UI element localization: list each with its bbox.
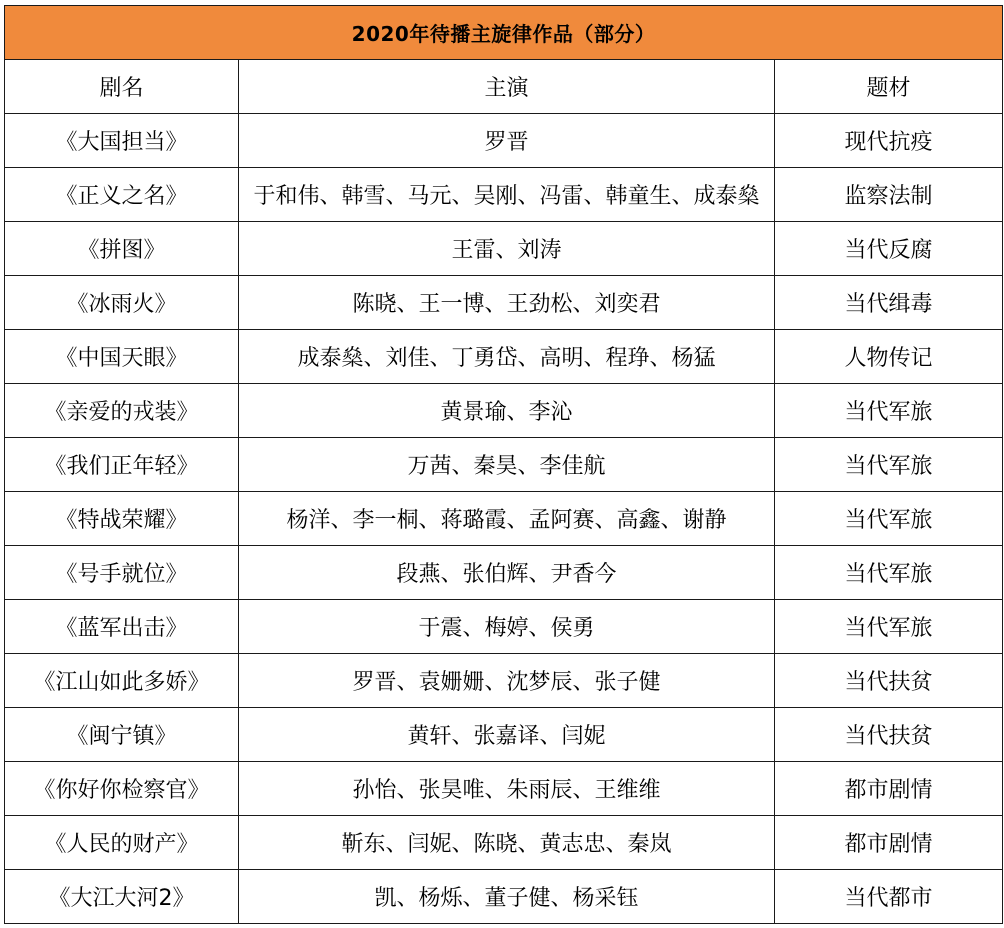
cell-genre[interactable]: 都市剧情 xyxy=(775,816,1003,870)
table-row xyxy=(5,384,1003,438)
table-row xyxy=(5,654,1003,708)
header-row xyxy=(5,60,1003,114)
cell-genre[interactable]: 当代扶贫 xyxy=(775,708,1003,762)
cell-cast[interactable] xyxy=(239,762,775,816)
cell-drama-name[interactable]: 《闽宁镇》 xyxy=(5,708,239,762)
table-title[interactable]: 2020年待播主旋律作品（部分） xyxy=(5,6,1003,60)
drama-table xyxy=(4,5,1003,924)
table-row xyxy=(5,600,1003,654)
cell-cast[interactable] xyxy=(239,600,775,654)
cell-drama-name[interactable]: 《江山如此多娇》 xyxy=(5,654,239,708)
cell-genre[interactable]: 人物传记 xyxy=(775,330,1003,384)
table-row xyxy=(5,438,1003,492)
cell-cast[interactable] xyxy=(239,654,775,708)
title-row xyxy=(5,6,1003,60)
cell-drama-name[interactable]: 《正义之名》 xyxy=(5,168,239,222)
table-row xyxy=(5,708,1003,762)
cell-cast[interactable] xyxy=(239,492,775,546)
cast-text: 孙怡、张昊唯、朱雨辰、王维维 xyxy=(352,778,661,803)
cast-text: 靳东、闫妮、陈晓、黄志忠、秦岚 xyxy=(341,832,672,857)
cell-cast[interactable] xyxy=(239,870,775,924)
cell-drama-name[interactable]: 《拼图》 xyxy=(5,222,239,276)
header-cell-genre[interactable]: 题材 xyxy=(775,60,1003,114)
cell-drama-name[interactable]: 《人民的财产》 xyxy=(5,816,239,870)
table-row xyxy=(5,762,1003,816)
cast-text: 万茜、秦昊、李佳航 xyxy=(407,454,606,479)
header-cell-name[interactable]: 剧名 xyxy=(5,60,239,114)
cast-text: 杨洋、李一桐、蒋璐霞、孟阿赛、高鑫、谢静 xyxy=(286,508,727,533)
cell-cast[interactable] xyxy=(239,276,775,330)
cell-cast[interactable] xyxy=(239,438,775,492)
cell-cast[interactable] xyxy=(239,114,775,168)
cell-drama-name[interactable]: 《你好你检察官》 xyxy=(5,762,239,816)
cell-cast[interactable] xyxy=(239,168,775,222)
cast-text: 罗晋 xyxy=(484,130,529,155)
cell-genre[interactable]: 当代军旅 xyxy=(775,438,1003,492)
cell-cast[interactable] xyxy=(239,546,775,600)
cell-genre[interactable]: 当代军旅 xyxy=(775,600,1003,654)
table-row xyxy=(5,276,1003,330)
cell-cast[interactable] xyxy=(239,708,775,762)
cell-cast[interactable] xyxy=(239,384,775,438)
table-row xyxy=(5,168,1003,222)
cast-text: 罗晋、袁姗姗、沈梦辰、张子健 xyxy=(352,670,661,695)
cell-drama-name[interactable]: 《中国天眼》 xyxy=(5,330,239,384)
cell-drama-name[interactable]: 《特战荣耀》 xyxy=(5,492,239,546)
table-row xyxy=(5,870,1003,924)
cell-drama-name[interactable]: 《我们正年轻》 xyxy=(5,438,239,492)
cell-genre[interactable]: 当代反腐 xyxy=(775,222,1003,276)
cell-drama-name[interactable]: 《大国担当》 xyxy=(5,114,239,168)
cell-genre[interactable]: 监察法制 xyxy=(775,168,1003,222)
cell-genre[interactable]: 现代抗疫 xyxy=(775,114,1003,168)
cell-drama-name[interactable]: 《冰雨火》 xyxy=(5,276,239,330)
table-row xyxy=(5,492,1003,546)
table-row xyxy=(5,546,1003,600)
cell-cast[interactable] xyxy=(239,222,775,276)
cell-genre[interactable]: 当代军旅 xyxy=(775,492,1003,546)
cast-text: 于震、梅婷、侯勇 xyxy=(418,616,595,641)
cell-genre[interactable]: 当代缉毒 xyxy=(775,276,1003,330)
cell-genre[interactable]: 当代都市 xyxy=(775,870,1003,924)
cell-genre[interactable]: 当代军旅 xyxy=(775,384,1003,438)
cell-cast[interactable] xyxy=(239,330,775,384)
cell-genre[interactable]: 当代扶贫 xyxy=(775,654,1003,708)
cast-text: 黄轩、张嘉译、闫妮 xyxy=(407,724,606,749)
cast-text: 段燕、张伯辉、尹香今 xyxy=(396,562,617,587)
cell-genre[interactable]: 都市剧情 xyxy=(775,762,1003,816)
cell-drama-name[interactable]: 《大江大河2》 xyxy=(5,870,239,924)
cast-text: 陈晓、王一博、王劲松、刘奕君 xyxy=(352,292,661,317)
header-cell-cast[interactable]: 主演 xyxy=(239,60,775,114)
table-row xyxy=(5,222,1003,276)
table-row xyxy=(5,816,1003,870)
cast-text: 成泰燊、刘佳、丁勇岱、高明、程琤、杨猛 xyxy=(297,346,716,371)
table-row xyxy=(5,114,1003,168)
cell-drama-name[interactable]: 《亲爱的戎装》 xyxy=(5,384,239,438)
cell-drama-name[interactable]: 《蓝军出击》 xyxy=(5,600,239,654)
cast-text: 凯、杨烁、董子健、杨采钰 xyxy=(374,886,639,911)
cast-text: 于和伟、韩雪、马元、吴刚、冯雷、韩童生、成泰燊 xyxy=(253,184,760,209)
cell-drama-name[interactable]: 《号手就位》 xyxy=(5,546,239,600)
cast-text: 王雷、刘涛 xyxy=(451,238,562,263)
table-row xyxy=(5,330,1003,384)
cast-text: 黄景瑜、李沁 xyxy=(440,400,573,425)
cell-genre[interactable]: 当代军旅 xyxy=(775,546,1003,600)
cell-cast[interactable] xyxy=(239,816,775,870)
